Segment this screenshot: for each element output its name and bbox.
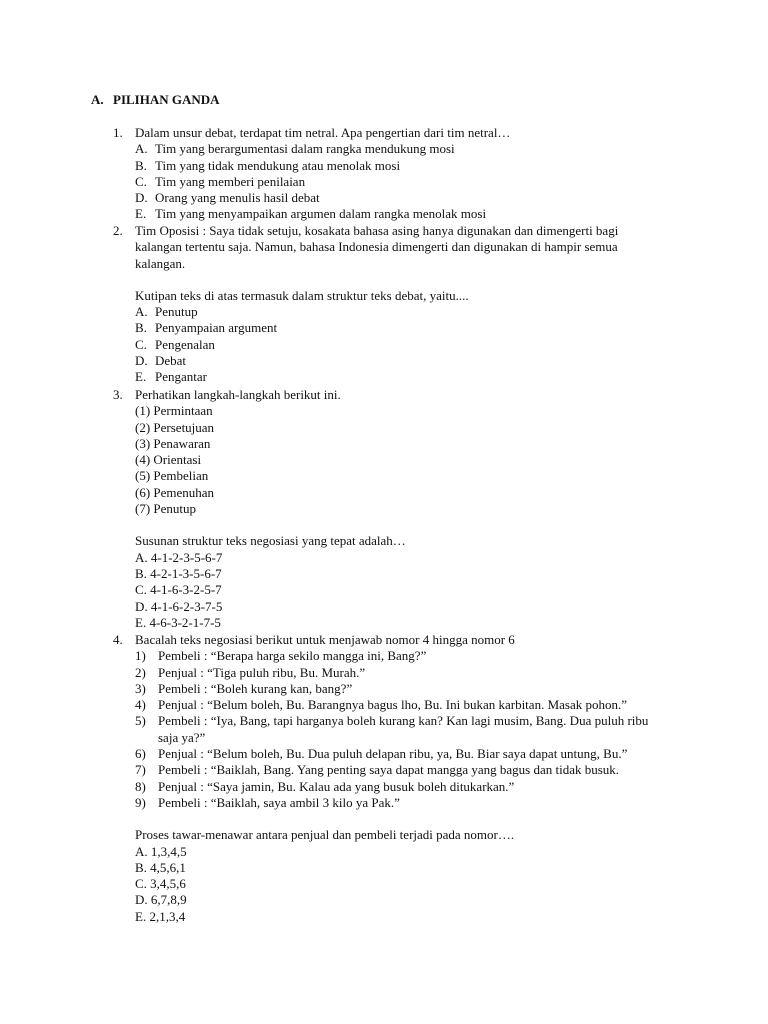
option-a: A. 4-1-2-3-5-6-7 <box>135 549 223 565</box>
step-item: (5) Pembelian <box>135 468 209 484</box>
option-b: B. Penyampaian argument <box>135 320 278 336</box>
dialog-line: 9) Pembeli : “Baiklah, saya ambil 3 kilo ya Pak.” <box>135 794 400 810</box>
step-item: (6) Pemenuhan <box>135 484 215 500</box>
question-prompt: Proses tawar-menawar antara penjual dan pembeli terjadi pada nomor…. <box>135 827 515 843</box>
dialog-line: 7) Pembeli : “Baiklah, Bang. Yang penting saya dapat mangga yang bagus dan tidak busuk. <box>135 762 620 778</box>
dialog-line: 4) Penjual : “Belum boleh, Bu. Barangnya bagus lho, Bu. Ini bukan karbitan. Masak pohon.” <box>135 697 627 713</box>
question-number: 2. <box>113 223 123 238</box>
step-item: (7) Penutup <box>135 501 197 517</box>
question-prompt: Susunan struktur teks negosiasi yang tepat adalah… <box>135 533 406 549</box>
step-item: (3) Penawaran <box>135 435 211 451</box>
question-1 <box>113 125 673 223</box>
option-d: D. 4-1-6-2-3-7-5 <box>135 598 223 614</box>
step-item: (1) Permintaan <box>135 403 213 419</box>
step-item: (2) Persetujuan <box>135 419 215 435</box>
question-text: Tim Oposisi : Saya tidak setuju, kosakata bahasa asing hanya digunakan dan dimengerti bagi kalangan tertentu saja. Namun, bahasa Indonesia dimengerti dan digunakan di hampir semua kalangan. <box>135 223 619 271</box>
dialog-line: 1) Pembeli : “Berapa harga sekilo mangga ini, Bang?” <box>135 648 427 664</box>
question-3 <box>113 387 673 631</box>
question-prompt: Kutipan teks di atas termasuk dalam struktur teks debat, yaitu.... <box>135 287 469 303</box>
option-b: B. Tim yang tidak mendukung atau menolak mosi <box>135 157 401 173</box>
section-letter: A. <box>91 92 104 107</box>
question-number: 4. <box>113 632 123 647</box>
section-title: PILIHAN GANDA <box>113 92 220 107</box>
dialog-line: 6) Penjual : “Belum boleh, Bu. Dua puluh delapan ribu, ya, Bu. Biar saya dapat untung, Bu.” <box>135 746 628 762</box>
question-text: Bacalah teks negosiasi berikut untuk menjawab nomor 4 hingga nomor 6 <box>135 632 515 647</box>
option-d: D. Orang yang menulis hasil debat <box>135 190 320 206</box>
dialog-line: 5) Pembeli : “Iya, Bang, tapi harganya boleh kurang kan? Kan lagi musim, Bang. Dua puluh ribu saja ya?” <box>135 713 649 745</box>
option-e: E. 2,1,3,4 <box>135 908 186 924</box>
step-item: (4) Orientasi <box>135 452 202 468</box>
question-4 <box>113 632 673 925</box>
dialog-line: 2) Penjual : “Tiga puluh ribu, Bu. Murah.” <box>135 664 366 680</box>
question-text: Perhatikan langkah-langkah berikut ini. <box>135 387 341 402</box>
question-number: 1. <box>113 125 123 140</box>
option-a: A. Penutup <box>135 304 198 320</box>
option-a: A. 1,3,4,5 <box>135 843 187 859</box>
option-d: D. Debat <box>135 353 187 369</box>
dialog-line: 3) Pembeli : “Boleh kurang kan, bang?” <box>135 680 353 696</box>
option-e: E. Tim yang menyampaikan argumen dalam rangka menolak mosi <box>135 206 487 222</box>
option-a: A. Tim yang berargumentasi dalam rangka mendukung mosi <box>135 141 455 157</box>
option-c: C. Tim yang memberi penilaian <box>135 173 306 189</box>
section-heading <box>91 92 220 108</box>
option-b: B. 4,5,6,1 <box>135 859 186 875</box>
option-d: D. 6,7,8,9 <box>135 892 187 908</box>
question-2 <box>113 223 673 386</box>
option-c: C. 4-1-6-3-2-5-7 <box>135 582 222 598</box>
question-text: Dalam unsur debat, terdapat tim netral. Apa pengertian dari tim netral… <box>135 125 511 140</box>
option-e: E. Pengantar <box>135 369 207 385</box>
dialog-line: 8) Penjual : “Saya jamin, Bu. Kalau ada yang busuk boleh ditukarkan.” <box>135 778 515 794</box>
question-number: 3. <box>113 387 123 402</box>
option-c: C. Pengenalan <box>135 336 215 352</box>
option-b: B. 4-2-1-3-5-6-7 <box>135 565 222 581</box>
option-c: C. 3,4,5,6 <box>135 876 186 892</box>
option-e: E. 4-6-3-2-1-7-5 <box>135 614 221 630</box>
